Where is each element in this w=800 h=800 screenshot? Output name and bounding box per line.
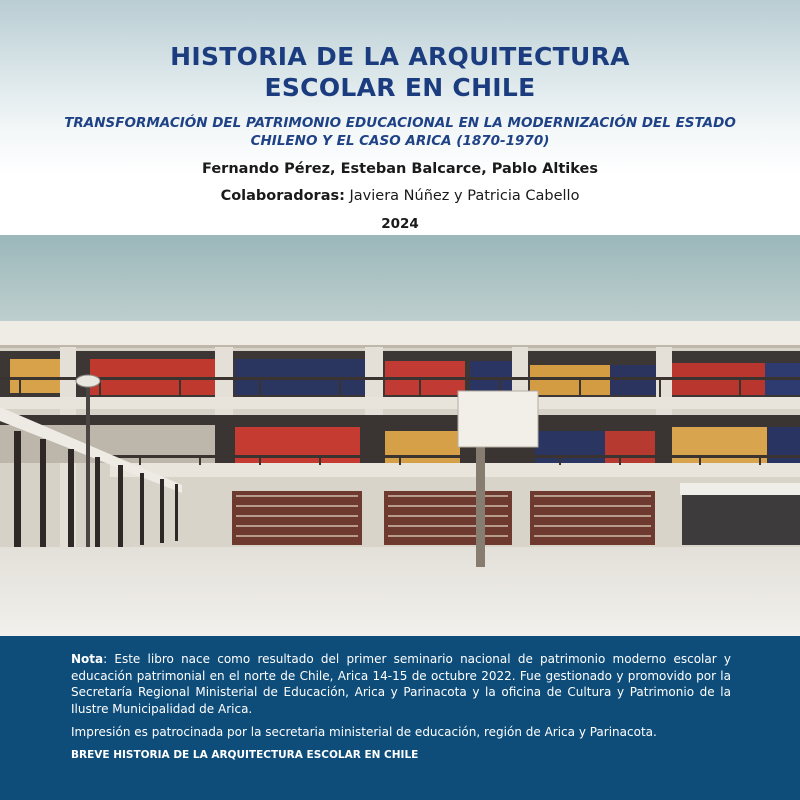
collaborators	[0, 188, 800, 204]
cover-footer	[0, 636, 800, 800]
book-title	[0, 41, 800, 103]
subtitle-line-1: TRANSFORMACIÓN DEL PATRIMONIO EDUCACIONAL EN LA MODERNIZACIÓN DEL ESTADO	[64, 115, 736, 131]
title-line-1: HISTORIA DE LA ARQUITECTURA	[170, 42, 630, 71]
note-label: Nota	[71, 652, 104, 666]
publication-year: 2024	[381, 216, 419, 232]
roof-slab	[0, 321, 800, 347]
panel-yellow	[10, 359, 60, 393]
panel-red	[605, 431, 655, 463]
subtitle-line-2: CHILENO Y EL CASO ARICA (1870-1970)	[250, 133, 550, 149]
panel-yellow	[385, 431, 460, 463]
collaborators-label: Colaboradoras:	[220, 188, 345, 204]
authors: Fernando Pérez, Esteban Balcarce, Pablo Altikes	[202, 161, 598, 177]
panel-navy	[535, 431, 605, 463]
sponsor-text: Impresión es patrocinada por la secretaria ministerial de educación, región de Arica y Parinacota.	[71, 725, 657, 739]
book-subtitle	[60, 114, 740, 150]
basketball-backboard	[458, 391, 538, 447]
note-paragraph	[71, 651, 731, 718]
courtyard	[0, 547, 800, 636]
cover-photo-school-building	[0, 235, 800, 636]
cover-header	[0, 0, 800, 235]
title-line-2: ESCOLAR EN CHILE	[264, 73, 536, 102]
note-text: : Este libro nace como resultado del primer seminario nacional de patrimonio moderno escolar y educación patrimonial en el norte de Chile, Arica 14-15 de octubre 2022. Fue gestionado y promovido por la Secretaría Regional Ministerial de Educación, Arica y Parinacota y la oficina de Cultura y Patrimonio de la Ilustre Municipalidad de Arica.	[71, 652, 731, 717]
series-title: BREVE HISTORIA DE LA ARQUITECTURA ESCOLAR EN CHILE	[71, 749, 419, 761]
collaborators-names: Javiera Núñez y Patricia Cabello	[344, 188, 580, 204]
lamp-head	[76, 375, 100, 387]
basketball-pole	[476, 431, 485, 567]
